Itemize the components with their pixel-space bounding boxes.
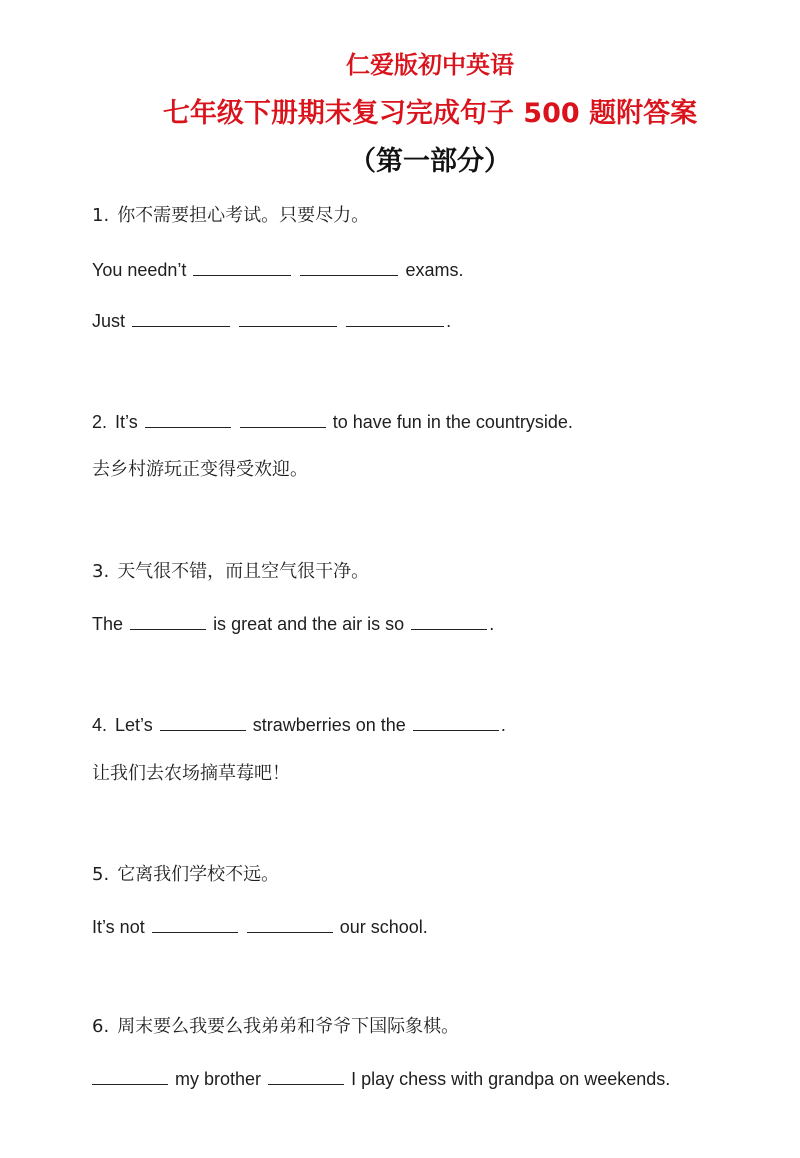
question-chinese: 天气很不错，而且空气很干净。 (117, 561, 370, 582)
answer-blank[interactable] (160, 714, 246, 731)
question-4-chinese: 让我们去农场摘草莓吧！ (92, 763, 290, 784)
sentence-text: It’s not (92, 917, 145, 937)
sentence-text: The (92, 614, 124, 634)
answer-blank[interactable] (346, 310, 444, 327)
sentence-text: You needn’t (92, 260, 187, 280)
question-1-prompt (92, 207, 369, 225)
question-4-english (92, 714, 506, 734)
answer-blank[interactable] (130, 613, 206, 630)
sentence-text: strawberries on the (252, 715, 406, 735)
answer-blank[interactable] (92, 1068, 168, 1085)
question-number: 3. (92, 561, 110, 582)
sentence-text: our school. (339, 917, 428, 937)
question-3-english (92, 613, 494, 633)
title-main: 七年级下册期末复习完成句子 500 题附答案 (162, 98, 698, 129)
question-3-prompt (92, 563, 369, 581)
question-1-english-line-2 (92, 310, 451, 330)
question-2-english (92, 411, 573, 431)
answer-blank[interactable] (132, 310, 230, 327)
question-6-prompt (92, 1018, 459, 1036)
question-1-english-line-1 (92, 259, 464, 279)
sentence-text: exams. (405, 260, 464, 280)
sentence-text: I play chess with grandpa on weekends. (351, 1069, 671, 1089)
answer-blank[interactable] (240, 411, 326, 428)
answer-blank[interactable] (239, 310, 337, 327)
question-chinese: 它离我们学校不远。 (117, 864, 280, 885)
answer-blank[interactable] (300, 259, 398, 276)
question-number: 2. (92, 412, 108, 432)
question-number: 1. (92, 205, 110, 226)
question-number: 6. (92, 1016, 110, 1037)
sentence-text: is great and the air is so (213, 614, 405, 634)
question-5-prompt (92, 866, 279, 884)
sentence-text: Let’s (115, 715, 153, 735)
question-2-chinese: 去乡村游玩正变得受欢迎。 (92, 459, 308, 480)
sentence-text: . (489, 614, 495, 634)
title-part: （第一部分） (349, 146, 511, 177)
question-6-english (92, 1068, 670, 1088)
answer-blank[interactable] (145, 411, 231, 428)
sentence-text: . (500, 715, 506, 735)
question-number: 4. (92, 715, 108, 735)
title-series: 仁爱版初中英语 (346, 51, 514, 79)
sentence-text: to have fun in the countryside. (332, 412, 573, 432)
question-chinese: 周末要么我要么我弟弟和爷爷下国际象棋。 (117, 1016, 460, 1037)
answer-blank[interactable] (268, 1068, 344, 1085)
answer-blank[interactable] (413, 714, 499, 731)
answer-blank[interactable] (411, 613, 487, 630)
answer-blank[interactable] (193, 259, 291, 276)
sentence-text: my brother (175, 1069, 262, 1089)
question-number: 5. (92, 864, 110, 885)
answer-blank[interactable] (247, 916, 333, 933)
answer-blank[interactable] (152, 916, 238, 933)
sentence-text: . (446, 311, 452, 331)
sentence-text: Just (92, 311, 126, 331)
question-chinese: 你不需要担心考试。只要尽力。 (117, 205, 370, 226)
sentence-text: It’s (115, 412, 138, 432)
question-5-english (92, 916, 428, 936)
